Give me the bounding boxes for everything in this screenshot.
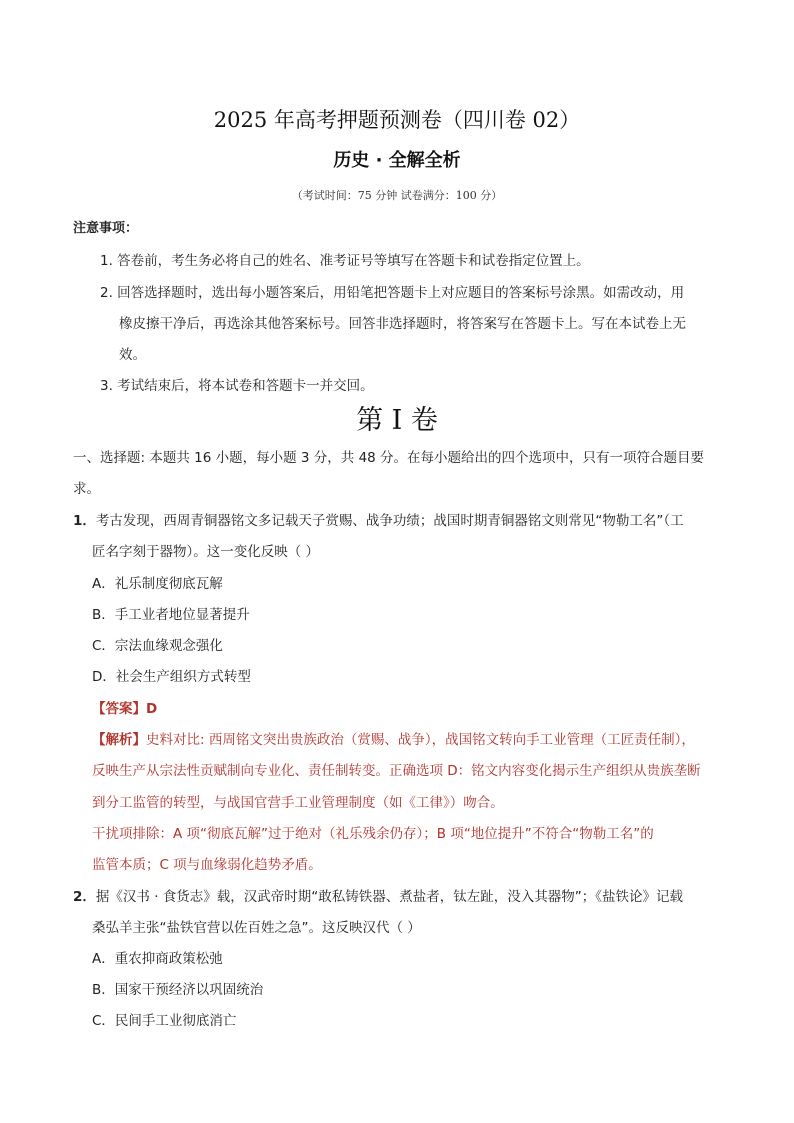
page-title: 2025 年高考押题预测卷（四川卷 02） bbox=[213, 108, 581, 132]
question-1-stem-cont: 匠名字刻于器物）。这一变化反映（ ） bbox=[92, 544, 320, 560]
analysis-label: 【解析】 bbox=[92, 732, 146, 748]
question-2-stem-cont: 桑弘羊主张“盐铁官营以佐百姓之急”。这反映汉代（ ） bbox=[92, 920, 421, 936]
notice-item: 效。 bbox=[119, 347, 146, 363]
option-a: A．重农抑商政策松弛 bbox=[92, 951, 223, 967]
question-number: 1． bbox=[73, 513, 96, 529]
notice-item: 3. 考试结束后，将本试卷和答题卡一并交回。 bbox=[100, 378, 374, 394]
question-2-stem bbox=[73, 885, 683, 905]
notice-heading: 注意事项： bbox=[73, 221, 139, 236]
page-subtitle: 历史 · 全解全析 bbox=[333, 150, 461, 171]
question-text: 据《汉书 · 食货志》载，汉武帝时期“敢私铸铁器、煮盐者，钛左趾，没入其器物”；《盐铁论》记载 bbox=[95, 889, 684, 905]
option-b: B．国家干预经济以巩固统治 bbox=[92, 982, 264, 998]
option-d: D．社会生产组织方式转型 bbox=[92, 669, 251, 685]
analysis-line: 到分工监管的转型，与战国官营手工业管理制度（如《工律》）吻合。 bbox=[92, 795, 504, 811]
section-instructions: 一、选择题: 本题共 16 小题，每小题 3 分，共 48 分。在每小题给出的四个选项中，只有一项符合题目要 bbox=[73, 450, 705, 466]
notice-item: 橡皮擦干净后，再选涂其他答案标号。回答非选择题时，将答案写在答题卡上。写在本试卷上无 bbox=[119, 316, 686, 332]
option-a: A．礼乐制度彻底瓦解 bbox=[92, 576, 223, 592]
analysis-line bbox=[92, 728, 695, 748]
analysis-line: 干扰项排除：A 项“彻底瓦解”过于绝对（礼乐残余仍存）；B 项“地位提升”不符合“物勒工名”的 bbox=[92, 826, 654, 842]
analysis-line: 反映生产从宗法性贡赋制向专业化、责任制转变。正确选项 D：铭文内容变化揭示生产组织从贵族垄断 bbox=[92, 763, 701, 779]
exam-info: （考试时间：75 分钟 试卷满分：100 分） bbox=[291, 189, 503, 202]
question-1-stem bbox=[73, 509, 684, 529]
option-c: C．民间手工业彻底消亡 bbox=[92, 1013, 237, 1029]
question-number: 2． bbox=[73, 889, 96, 905]
analysis-line: 监管本质；C 项与血缘弱化趋势矛盾。 bbox=[92, 857, 322, 873]
notice-item: 2. 回答选择题时，选出每小题答案后，用铅笔把答题卡上对应题目的答案标号涂黑。如需改动，用 bbox=[100, 285, 685, 301]
option-c: C．宗法血缘观念强化 bbox=[92, 638, 223, 654]
answer-label: 【答案】D bbox=[92, 701, 158, 717]
notice-item: 1. 答卷前，考生务必将自己的姓名、准考证号等填写在答题卡和试卷指定位置上。 bbox=[100, 253, 590, 269]
option-b: B．手工业者地位显著提升 bbox=[92, 607, 250, 623]
analysis-text: 史料对比: 西周铭文突出贵族政治（赏赐、战争），战国铭文转向手工业管理（工匠责任制）， bbox=[146, 732, 695, 748]
question-text: 考古发现，西周青铜器铭文多记载天子赏赐、战争功绩；战国时期青铜器铭文则常见“物勒工名”（工 bbox=[95, 513, 684, 529]
volume-title: 第 I 卷 bbox=[356, 405, 438, 436]
section-instructions-cont: 求。 bbox=[73, 481, 100, 497]
